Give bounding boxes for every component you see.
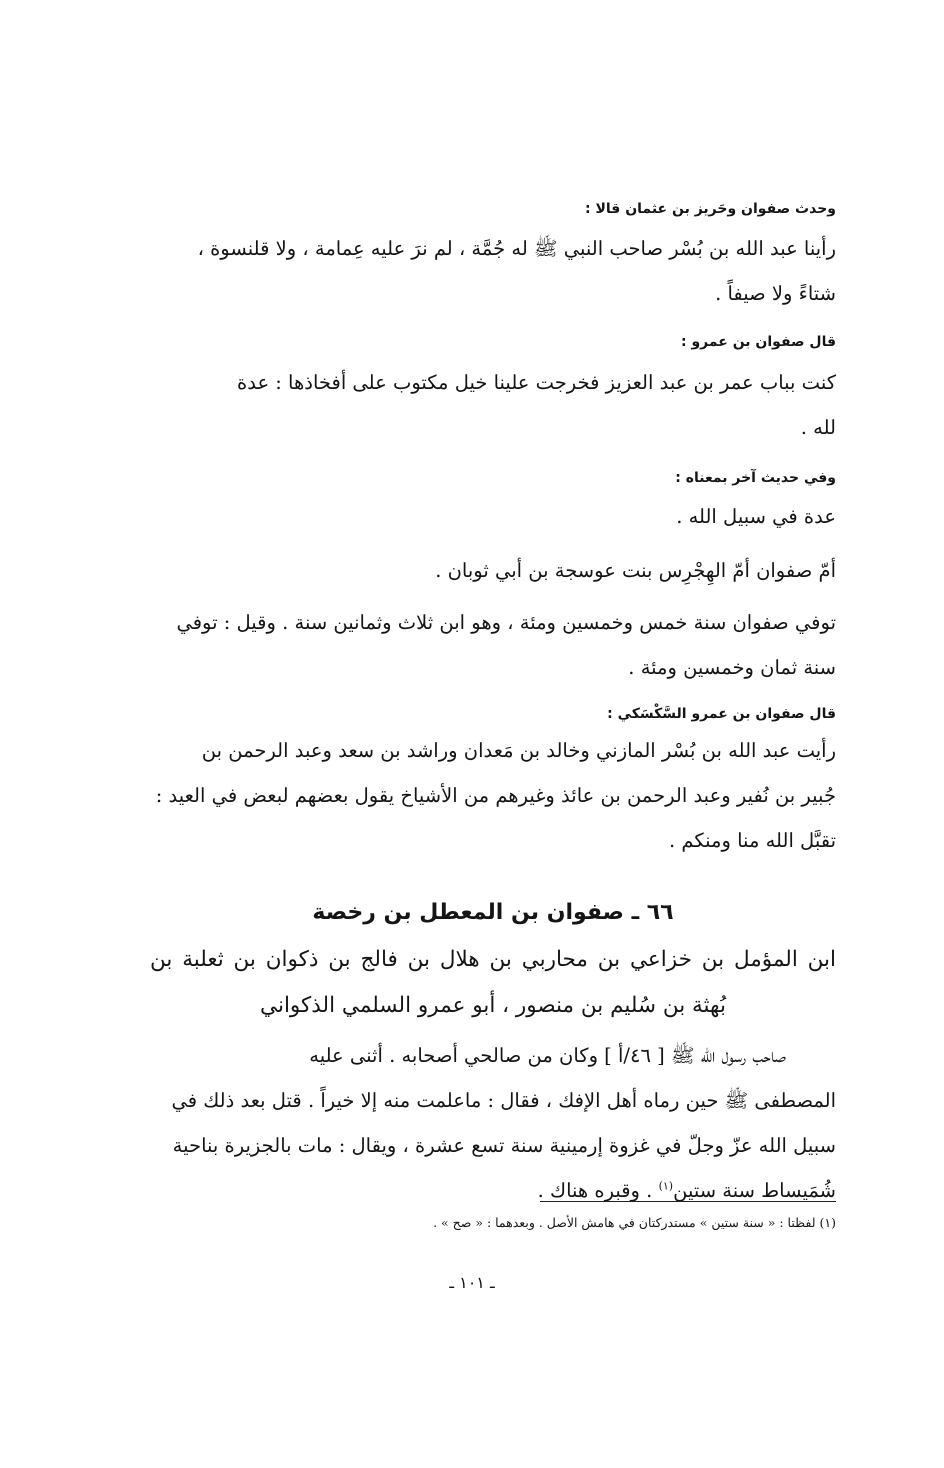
text-line: سبيل الله عزّ وجلّ في غزوة إرمينية سنة تسع عشرة ، ويقال : مات بالجزيرة بناحية bbox=[172, 1134, 836, 1157]
text-line: رأينا عبد الله بن بُسْر صاحب النبي ﷺ له جُمَّة ، لم نرَ عليه عِمامة ، ولا قلنسوة ، bbox=[197, 237, 836, 260]
text-line: سنة ثمان وخمسين ومئة . bbox=[628, 656, 836, 679]
section-title: ٦٦ ـ صفوان بن المعطل بن رخصة bbox=[312, 900, 674, 925]
text-fragment: . وقبره هناك . bbox=[537, 1179, 659, 1202]
entry-2-text bbox=[150, 360, 836, 450]
entry-3-text bbox=[150, 494, 836, 539]
entry-6 bbox=[150, 704, 836, 724]
text-line: لله . bbox=[800, 416, 836, 439]
section-lineage bbox=[150, 937, 836, 1029]
footnote-divider bbox=[540, 1201, 836, 1202]
text-line bbox=[150, 1168, 836, 1213]
lineage-line: ابن المؤمل بن خزاعي بن محاربي بن هلال بن فالج بن ذكوان بن ثعلبة بن bbox=[150, 947, 836, 972]
footnote: (١) لفظتا : « سنة ستين » مستدركتان في هامش الأصل . وبعدهما : « صح » . bbox=[433, 1215, 836, 1230]
entry-1-text bbox=[150, 226, 836, 316]
text-line: رأيت عبد الله بن بُسْر المازني وخالد بن مَعدان وراشد بن سعد وعبد الرحمن بن bbox=[201, 739, 836, 762]
text-line: جُبير بن نُفير وعبد الرحمن بن عائذ وغيرهم من الأشياخ يقول بعضهم لبعض في العيد : bbox=[155, 784, 836, 807]
entry-5-text bbox=[150, 600, 836, 690]
text-line: أمّ صفوان أمّ الهِجْرِس بنت عوسجة بن أبي ثوبان . bbox=[435, 559, 836, 582]
text-line: شتاءً ولا صيفاً . bbox=[715, 282, 836, 305]
entry-4-text bbox=[150, 548, 836, 593]
lineage-line: بُهثة بن سُليم بن منصور ، أبو عمرو السلمي الذكواني bbox=[260, 993, 726, 1018]
text-line: تقبَّل الله منا ومنكم . bbox=[669, 829, 836, 852]
text-line: صاحب رسول الله ﷺ [ ٤٦/أ ] وكان من صالحي أصحابه . أثنى عليه bbox=[309, 1044, 786, 1067]
entry-1 bbox=[150, 199, 836, 219]
footnote-marker[interactable]: (١) bbox=[658, 1179, 674, 1193]
text-line: المصطفى ﷺ حين رماه أهل الإفك ، فقال : ماعلمت منه إلا خيراً . قتل بعد ذلك في bbox=[171, 1089, 836, 1112]
section-body bbox=[150, 1033, 836, 1213]
entry-6-text bbox=[150, 728, 836, 863]
page-number: ـ ١٠١ ـ bbox=[449, 1273, 495, 1292]
entry-header: وفي حديث آخر بمعناه : bbox=[675, 470, 836, 486]
text-line: كنت بباب عمر بن عبد العزيز فخرجت علينا خيل مكتوب على أفخاذها : عدة bbox=[237, 371, 836, 394]
entry-header: قال صفوان بن عمرو : bbox=[680, 334, 836, 350]
text-line: توفي صفوان سنة خمس وخمسين ومئة ، وهو ابن ثلاث وثمانين سنة . وقيل : توفي bbox=[176, 611, 836, 634]
entry-header: وحدث صفوان وحَريز بن عثمان قالا : bbox=[585, 201, 836, 217]
text-line: عدة في سبيل الله . bbox=[676, 505, 836, 528]
entry-3 bbox=[150, 468, 836, 488]
text-fragment: شُمَيساط سنة ستين bbox=[673, 1179, 836, 1202]
entry-2 bbox=[150, 332, 836, 352]
entry-header: قال صفوان بن عمرو السَّكْسَكي : bbox=[607, 706, 836, 722]
